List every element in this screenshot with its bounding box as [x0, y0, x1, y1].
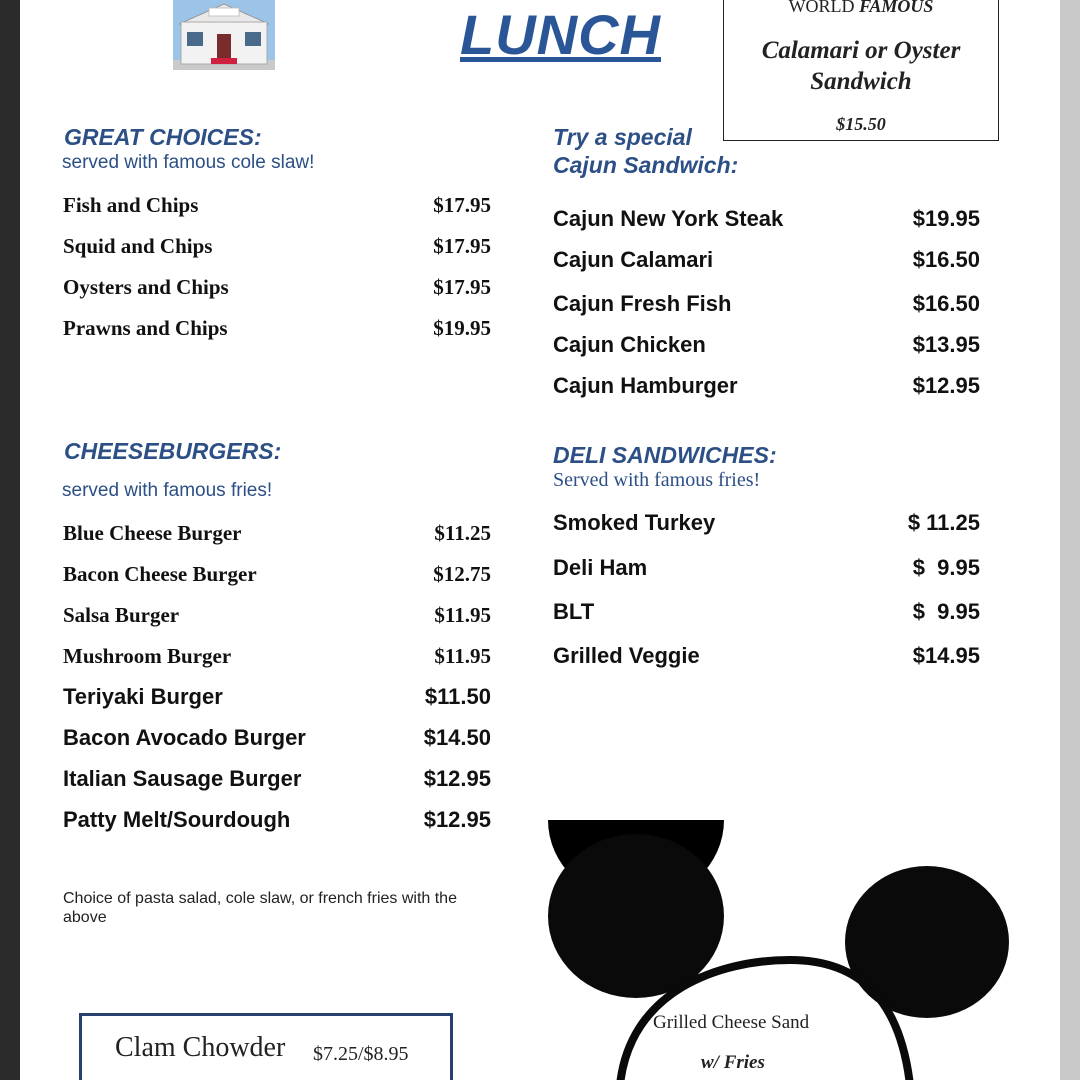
cajun-item-name: Cajun Hamburger: [553, 373, 738, 398]
cheeseburger-item-price: $11.95: [434, 644, 491, 668]
cheeseburgers-note: served with famous fries!: [62, 480, 273, 501]
page-title: LUNCH: [460, 3, 661, 66]
deli-item-price: $14.95: [912, 643, 980, 668]
sides-footnote: Choice of pasta salad, cole slaw, or french fries with the above: [63, 890, 457, 926]
cajun-item-price: $16.50: [912, 247, 980, 272]
great-choices-item-price: $17.95: [433, 193, 491, 217]
great-choices-item-price: $17.95: [433, 275, 491, 299]
great-choices-heading: GREAT CHOICES:: [64, 124, 262, 150]
cheeseburger-item-name: Mushroom Burger: [63, 644, 232, 668]
clam-chowder-price: $7.25/$8.95: [313, 1043, 409, 1065]
cajun-item-price: $16.50: [912, 291, 980, 316]
great-choices-item-price: $19.95: [433, 316, 491, 340]
featured-box: [723, 0, 999, 141]
cheeseburger-item-name: Salsa Burger: [63, 603, 180, 627]
cheeseburger-item-price: $12.95: [423, 807, 491, 832]
featured-famous: FAMOUS: [859, 0, 934, 16]
mouse-ears-illustration: [520, 820, 1020, 1080]
featured-world: WORLD: [788, 0, 855, 16]
cheeseburger-item-price: $12.95: [423, 766, 491, 791]
grilled-cheese-line2: w/ Fries: [701, 1052, 765, 1073]
deli-item-name: BLT: [553, 599, 595, 624]
menu-page: [20, 0, 1060, 1080]
clam-chowder-box: [79, 1013, 453, 1080]
great-choices-item-price: $17.95: [433, 234, 491, 258]
deli-item-name: Grilled Veggie: [553, 643, 700, 668]
featured-tagline: [724, 0, 998, 17]
great-choices-note: served with famous cole slaw!: [62, 152, 315, 173]
cheeseburger-item-price: $14.50: [423, 725, 491, 750]
deli-item-name: Deli Ham: [553, 555, 648, 580]
cajun-heading-line2: Cajun Sandwich:: [553, 152, 739, 178]
great-choices-item-name: Squid and Chips: [63, 234, 213, 258]
cajun-heading-line1: Try a special: [553, 124, 692, 150]
cheeseburger-item-name: Italian Sausage Burger: [63, 766, 302, 791]
grilled-cheese-line1: Grilled Cheese Sand: [653, 1012, 810, 1033]
cajun-item-name: Cajun Calamari: [553, 247, 714, 272]
deli-note: Served with famous fries!: [553, 469, 761, 491]
clam-chowder-name: Clam Chowder: [115, 1032, 286, 1063]
cheeseburger-item-name: Bacon Cheese Burger: [63, 562, 257, 586]
great-choices-item-name: Fish and Chips: [63, 193, 199, 217]
cajun-item-name: Cajun Fresh Fish: [553, 291, 732, 316]
cheeseburger-item-price: $11.95: [434, 603, 491, 627]
cajun-item-name: Cajun Chicken: [553, 332, 706, 357]
cajun-item-name: Cajun New York Steak: [553, 206, 784, 231]
cheeseburger-item-price: $11.50: [424, 684, 491, 709]
deli-item-price: $ 9.95: [912, 555, 980, 580]
featured-price: $15.50: [836, 114, 886, 134]
cheeseburger-item-price: $12.75: [433, 562, 491, 586]
cajun-item-price: $13.95: [912, 332, 980, 357]
featured-name-line1: Calamari or Oyster: [761, 37, 961, 64]
featured-name-line2: Sandwich: [810, 68, 912, 95]
cheeseburger-item-name: Blue Cheese Burger: [63, 521, 242, 545]
great-choices-item-name: Oysters and Chips: [63, 275, 229, 299]
page-scroll-edge: [1060, 0, 1080, 1080]
cheeseburgers-heading: CHEESEBURGERS:: [64, 438, 282, 464]
cheeseburger-item-name: Patty Melt/Sourdough: [63, 807, 291, 832]
cheeseburger-item-name: Bacon Avocado Burger: [63, 725, 306, 750]
cheeseburger-item-price: $11.25: [434, 521, 491, 545]
restaurant-photo: [173, 0, 275, 70]
great-choices-item-name: Prawns and Chips: [63, 316, 228, 340]
deli-item-price: $ 9.95: [912, 599, 980, 624]
deli-item-price: $ 11.25: [907, 510, 980, 535]
cheeseburger-item-name: Teriyaki Burger: [63, 684, 223, 709]
cajun-item-price: $19.95: [912, 206, 980, 231]
deli-heading: DELI SANDWICHES:: [553, 442, 777, 468]
deli-item-name: Smoked Turkey: [553, 510, 716, 535]
cajun-item-price: $12.95: [912, 373, 980, 398]
